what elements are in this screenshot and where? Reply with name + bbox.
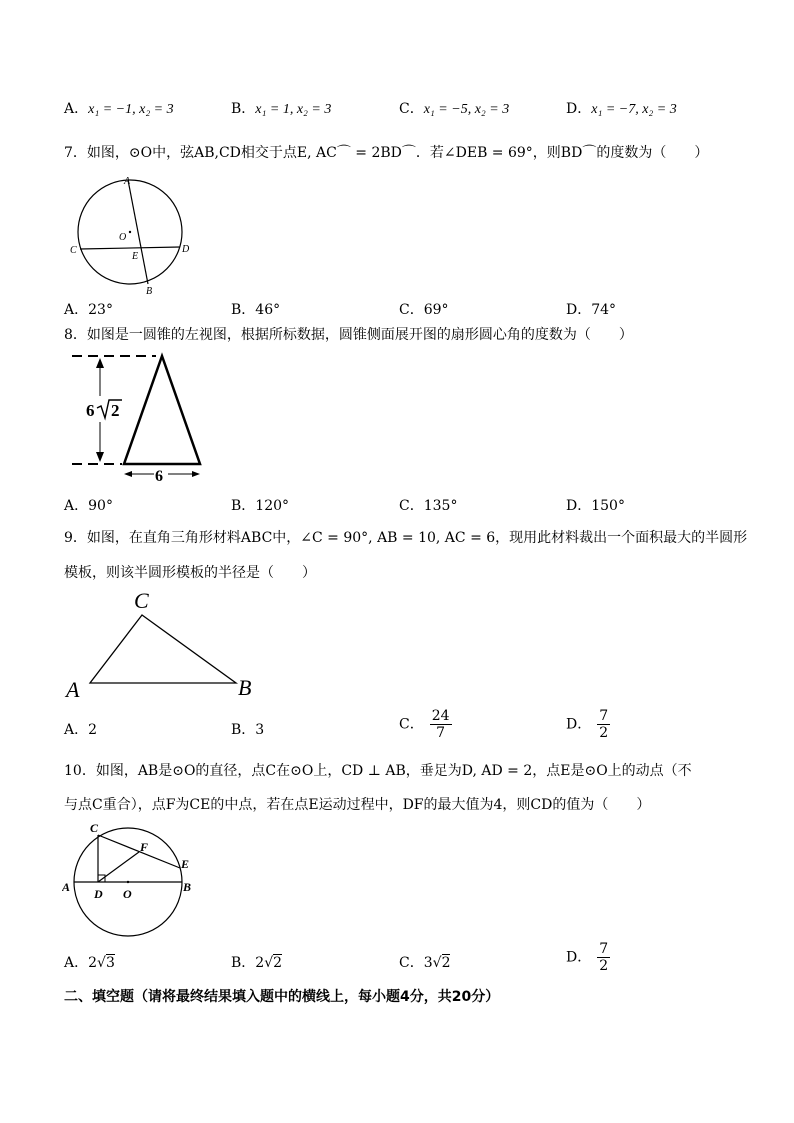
q8-figure: [70, 350, 210, 490]
q8-height-label-rad: 2: [111, 401, 120, 420]
q10-label-e: E: [181, 857, 190, 871]
q9-figure: [62, 586, 272, 704]
q6-option-b: B．x₁ = 1, x₂ = 3: [231, 101, 332, 117]
q8-arrow-up: [96, 358, 104, 368]
q8-arrow-left: [124, 471, 132, 477]
q9-option-c-fraction: $\frac{24}{7}$: [431, 708, 450, 741]
q10-option-a: A．2√3: [64, 955, 115, 971]
q7-label-a: A: [124, 176, 131, 187]
q7-center-point: [129, 231, 131, 233]
q10-label-a: A: [62, 880, 71, 894]
q9-label-a: A: [66, 677, 80, 702]
q8-option-a: A．90°: [64, 498, 113, 514]
q8-option-d: D．150°: [566, 498, 625, 514]
q9-triangle: [90, 615, 236, 683]
q9-option-c: C． $\frac{24}{7}$: [399, 708, 450, 741]
q6-option-a: A．x₁ = −1, x₂ = 3: [64, 101, 174, 117]
q10-option-d: D． $\frac{7}{2}$: [566, 941, 609, 974]
q8-base-label: 6: [155, 468, 163, 485]
q9-label-c: C: [134, 588, 149, 613]
q7-label-e: E: [132, 251, 139, 262]
q8-text: 8．如图是一圆锥的左视图，根据所标数据，圆锥侧面展开图的扇形圆心角的度数为（ ）: [64, 327, 633, 343]
q10-segment-df: [98, 852, 139, 882]
q8-option-c: C．135°: [399, 498, 458, 514]
q8-cone-triangle: [124, 356, 200, 464]
q10-text-line2: 与点C重合），点F为CE的中点，若在点E运动过程中，DF的最大值为4，则CD的值为（ ）: [64, 797, 651, 813]
q7-figure: [64, 170, 204, 300]
q7-label-d: D: [182, 244, 190, 255]
q7-label-b: B: [146, 286, 153, 297]
q8-height-label-coef: 6: [86, 401, 95, 420]
q7-option-b: B．46°: [231, 302, 281, 318]
q7-option-d: D．74°: [566, 302, 617, 318]
q7-option-c: C．69°: [399, 302, 449, 318]
q9-text-line2: 模板，则该半圆形模板的半径是（ ）: [64, 565, 316, 581]
q10-segment-ce: [98, 835, 180, 868]
q9-option-a: A．2: [64, 722, 98, 738]
q10-option-c: C．3√2: [399, 955, 451, 971]
q10-label-f: F: [140, 840, 149, 854]
q9-option-d: D． $\frac{7}{2}$: [566, 708, 609, 741]
q7-label-c: C: [70, 245, 77, 256]
q10-label-c: C: [90, 821, 99, 835]
section-2-title: 二、填空题（请将最终结果填入题中的横线上，每小题4分，共20分）: [64, 989, 500, 1005]
q9-text-line1: 9．如图，在直角三角形材料ABC中，∠C = 90°, AB = 10, AC = 6，现用此材料裁出一个面积最大的半圆形: [64, 530, 748, 546]
q7-chord-cd: [80, 247, 180, 249]
q10-option-b: B．2√2: [231, 955, 283, 971]
q8-arrow-down: [96, 452, 104, 462]
q10-label-d: D: [94, 887, 103, 901]
q10-text-line1: 10．如图，AB是⊙O的直径，点C在⊙O上，CD ⊥ AB，垂足为D, AD = 2，点E是⊙O上的动点（不: [64, 763, 692, 779]
q7-label-o: O: [119, 232, 127, 243]
q9-option-b: B．3: [231, 722, 265, 738]
q10-option-d-fraction: $\frac{7}{2}$: [599, 941, 609, 974]
q6-option-c: C．x₁ = −5, x₂ = 3: [399, 101, 510, 117]
q9-label-b: B: [238, 675, 252, 700]
q8-arrow-right: [192, 471, 200, 477]
q10-figure: [62, 818, 202, 940]
q10-center-point: [127, 881, 129, 883]
q6-option-d: D．x₁ = −7, x₂ = 3: [566, 101, 677, 117]
q9-option-d-fraction: $\frac{7}{2}$: [599, 708, 609, 741]
q7-option-a: A．23°: [64, 302, 113, 318]
q10-label-o: O: [123, 887, 132, 901]
q7-text: 7．如图，⊙O中，弦AB,CD相交于点E, AC⌒ = 2BD⌒．若∠DEB = 69°，则BD⌒的度数为（ ）: [64, 145, 709, 161]
q10-label-b: B: [183, 880, 192, 894]
q8-option-b: B．120°: [231, 498, 290, 514]
